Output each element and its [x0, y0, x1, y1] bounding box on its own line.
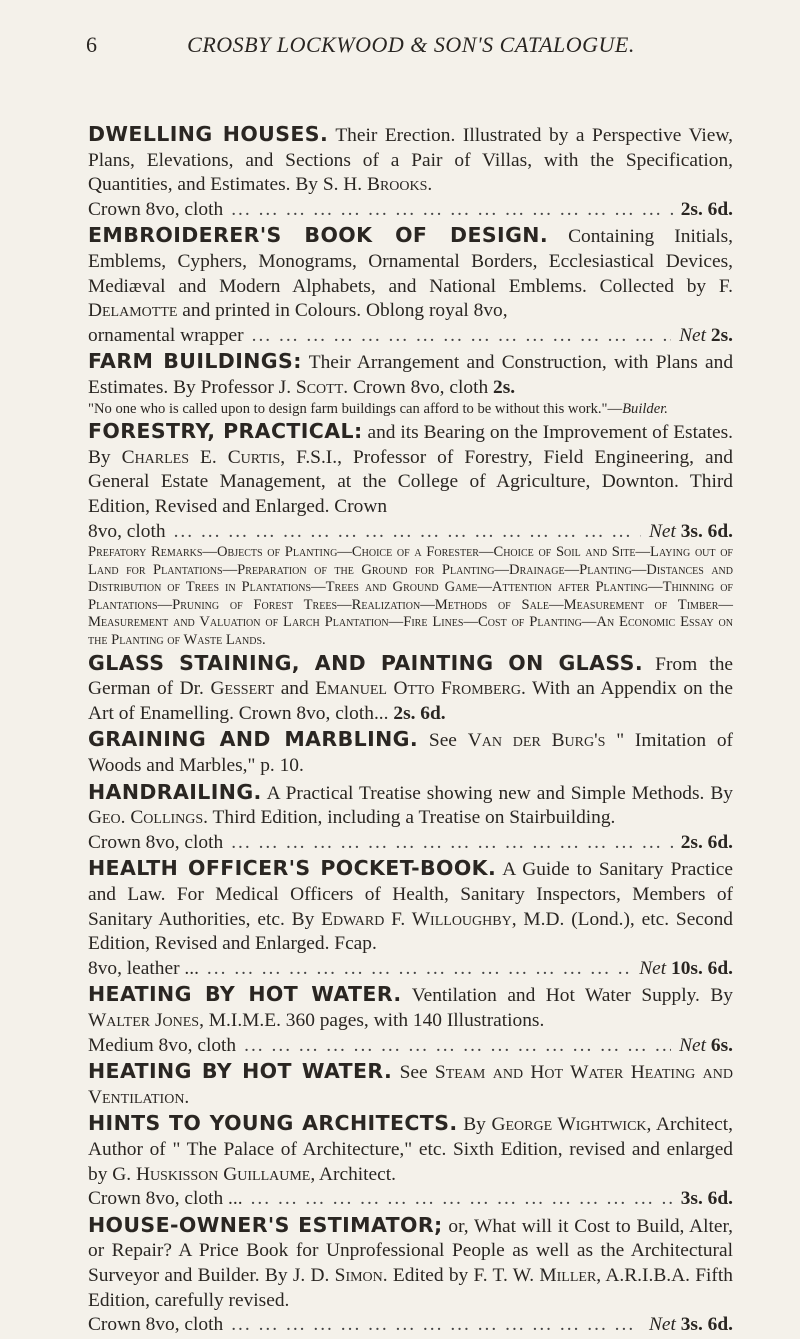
entry-author: Gessert: [210, 678, 275, 700]
entry-price: 3s. 6d.: [680, 1188, 733, 1210]
entry-text: By: [463, 1114, 486, 1136]
entry-author: Walter Jones,: [88, 1009, 204, 1031]
entry-author: George Wightwick,: [491, 1114, 652, 1136]
entry-text: See: [399, 1062, 428, 1084]
entry-heading: FARM BUILDINGS:: [88, 349, 302, 374]
dot-leader: [207, 957, 631, 982]
entry-edition: 8vo, cloth: [88, 520, 166, 542]
entry-text: M.D. (Lond.), etc. Second Edition, Revised and Enlarged. Fcap.: [88, 908, 733, 955]
entry-text: Architect.: [319, 1163, 396, 1185]
entry-edition: Crown 8vo, cloth: [352, 376, 489, 398]
price-line: [88, 1187, 733, 1212]
catalogue-entry: [88, 419, 733, 650]
catalogue-entry: [88, 1059, 733, 1110]
catalogue-entry: [88, 1111, 733, 1211]
price-line: [88, 198, 733, 223]
entry-price: 3s. 6d.: [680, 1314, 733, 1336]
entry-text: Edited by: [392, 1264, 469, 1286]
price-line: [88, 831, 733, 856]
entry-price: 2s.: [493, 376, 516, 398]
price-line: [88, 957, 733, 982]
entry-price: 2s. 6d.: [680, 831, 733, 853]
entry-heading: HEATING BY HOT WATER.: [88, 982, 402, 1007]
catalogue-entry: [88, 223, 733, 348]
entry-price: 10s. 6d.: [671, 957, 733, 979]
catalogue-entry: [88, 122, 733, 222]
entry-text: or, What will it Cost to Build, Alter, or Repair? A Price Book for Unprofessional People as well as the Architectural Surveyor and Builder. By: [88, 1215, 733, 1286]
entry-text: A Guide to Sanitary Practice and Law. For Medical Officers of Health, Sanitary Inspectors, Members of Sanitary Authorities, etc. By: [88, 859, 734, 930]
entry-text: A Practical Treatise showing new and Simple Methods. By: [266, 782, 734, 804]
entry-author: Edward F. Willoughby,: [321, 908, 517, 930]
price-line: [88, 324, 733, 349]
entry-author: J. D. Simon.: [292, 1264, 388, 1286]
entry-text: and printed in Colours. Oblong royal 8vo,: [182, 300, 508, 322]
dot-leader: [251, 1187, 673, 1212]
entry-heading: HANDRAILING.: [88, 779, 262, 804]
catalogue-entry: [88, 982, 733, 1058]
catalogue-entry: [88, 349, 733, 418]
entry-edition: Crown 8vo, cloth: [88, 198, 224, 220]
entry-heading: HOUSE-OWNER'S ESTIMATOR;: [88, 1212, 443, 1237]
entry-text: Architect, Author of " The Palace of Architecture," etc. Sixth Edition, revised and enlarged by: [88, 1114, 733, 1185]
quote-source: Builder.: [622, 400, 668, 417]
net-label: Net: [648, 1314, 676, 1336]
page-title: CROSBY LOCKWOOD & SON'S CATALOGUE.: [187, 32, 635, 57]
entry-edition: Crown 8vo, cloth: [88, 831, 224, 853]
price-line: [88, 1034, 733, 1059]
entry-text: See: [428, 730, 457, 752]
entry-heading: GLASS STAINING, AND PAINTING ON GLASS.: [88, 650, 644, 675]
net-label: Net: [639, 957, 667, 979]
entry-price: 2s.: [710, 324, 733, 346]
entry-author: Van der Burg's: [467, 730, 606, 752]
entry-text: Ventilation and Hot Water Supply. By: [411, 985, 733, 1007]
entry-price: 6s.: [710, 1034, 733, 1056]
dot-leader: [244, 1034, 671, 1059]
price-line: [88, 1313, 733, 1338]
entry-text: Their Erection. Illustrated by a Perspective View, Plans, Elevations, and Sections of a Pair of Villas, with the Specification, Quantities, and Estimates. By: [88, 125, 733, 196]
catalogue-entry: [88, 780, 733, 856]
entry-price: 2s. 6d.: [680, 198, 733, 220]
entry-text: A.R.I.B.A. Fifth Edition, carefully revised.: [88, 1264, 733, 1311]
entry-heading: EMBROIDERER'S BOOK OF DESIGN.: [88, 223, 549, 248]
entry-author: Charles E. Curtis,: [121, 446, 286, 468]
entry-price: 3s. 6d.: [680, 520, 733, 542]
entry-heading: HEATING BY HOT WATER.: [88, 1059, 393, 1084]
page-number: 6: [86, 32, 98, 57]
entry-author: Steam and Hot Water Heating and Ventilation.: [88, 1062, 733, 1108]
entry-text: Containing Initials, Emblems, Cyphers, Monograms, Ornamental Borders, Ecclesiastical Devices, Mediæval and Modern Alphabets, and National Emblems. Collected by: [88, 226, 733, 297]
entry-text: Their Arrangement and Construction, with Plans and Estimates. By Professor: [88, 352, 734, 398]
entry-heading: GRAINING AND MARBLING.: [88, 727, 419, 752]
catalogue-entry: [88, 651, 733, 727]
entry-text: and: [280, 678, 309, 700]
entry-heading: HINTS TO YOUNG ARCHITECTS.: [88, 1111, 458, 1136]
entry-edition: Medium 8vo, cloth: [88, 1034, 237, 1056]
review-quote: [88, 401, 733, 419]
net-label: Net: [679, 324, 707, 346]
entry-text: and its Bearing on the Improvement of Estates. By: [88, 422, 733, 468]
entry-author: F. Delamotte: [88, 275, 733, 322]
contents-list: Prefatory Remarks—Objects of Planting—Choice of a Forester—Choice of Soil and Site—Laying out of Land for Plantations—Preparation of the Ground for Planting—Drainage—Planting—Distances and Distribution of Trees in Plantations—Trees and Ground Game—Attention after Planting—Thinning of Plantations—Pruning of Forest Trees—Realization—Methods of Sale—Measurement of Timber—Measurement and Valuation of Larch Plantation—Fire Lines—Cost of Planting—An Economic Essay on the Planting of Waste Lands.: [88, 544, 733, 649]
quote-text: "No one who is called upon to design farm buildings can afford to be without this work."—: [88, 400, 623, 417]
dot-leader: [252, 324, 672, 349]
entry-author: G. Huskisson Guillaume,: [112, 1163, 316, 1185]
entry-text: " Imitation of Woods and Marbles," p. 10.: [88, 730, 733, 777]
dot-leader: [231, 831, 673, 856]
entry-author: J. Scott.: [278, 376, 349, 398]
catalogue-entry: [88, 727, 733, 778]
entry-text: From the German of Dr.: [88, 653, 733, 700]
entry-heading: DWELLING HOUSES.: [88, 122, 329, 146]
entry-author: Geo. Collings.: [88, 807, 209, 829]
catalogue-entry: [88, 856, 733, 981]
net-label: Net: [648, 520, 676, 542]
price-line: [88, 520, 733, 545]
catalogue-entry: [88, 1213, 733, 1338]
entry-edition: 8vo, leather ...: [88, 957, 199, 979]
dot-leader: [231, 198, 673, 223]
dot-leader: [231, 1313, 641, 1338]
entry-text: Third Edition, including a Treatise on Stairbuilding.: [212, 807, 616, 829]
entry-author: S. H. Brooks.: [322, 174, 433, 196]
entry-heading: FORESTRY, PRACTICAL:: [88, 419, 363, 444]
entry-author: F. T. W. Miller,: [473, 1264, 602, 1286]
entry-edition: Crown 8vo, cloth: [88, 1314, 224, 1336]
net-label: Net: [679, 1034, 707, 1056]
catalogue-entries: [88, 122, 733, 1339]
entry-text: M.I.M.E. 360 pages, with 140 Illustrations.: [208, 1009, 545, 1031]
entry-edition: ornamental wrapper: [88, 324, 244, 346]
entry-edition: Crown 8vo, cloth ...: [88, 1188, 243, 1210]
entry-text: F.S.I., Professor of Forestry, Field Engineering, and General Estate Management, at the College of Agriculture, Downton. Third Edition, Revised and Enlarged. Crown: [88, 446, 733, 517]
entry-price: 2s. 6d.: [393, 702, 446, 724]
dot-leader: [174, 520, 641, 545]
entry-text: With an Appendix on the Art of Enamelling. Crown 8vo, cloth...: [88, 678, 733, 724]
entry-heading: HEALTH OFFICER'S POCKET-BOOK.: [88, 856, 497, 881]
entry-author: Emanuel Otto Fromberg.: [315, 678, 526, 700]
